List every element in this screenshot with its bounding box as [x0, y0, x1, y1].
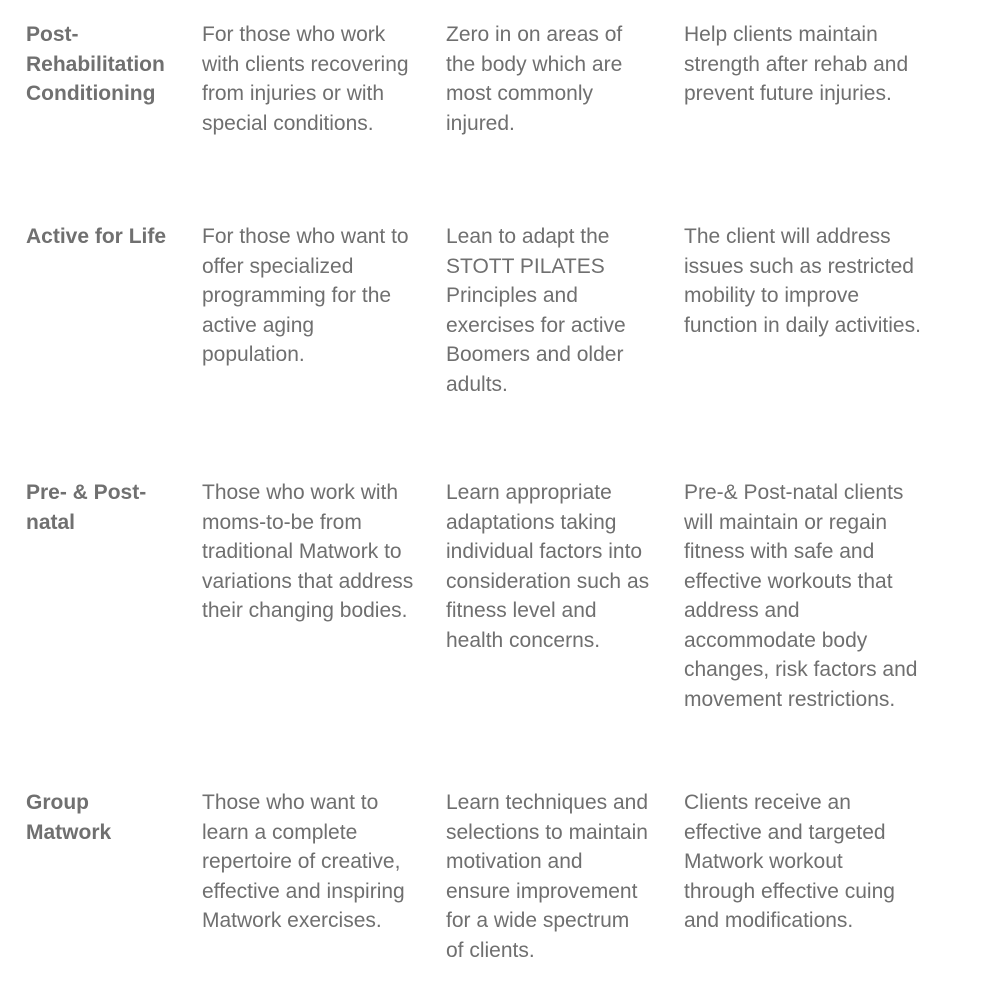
focus-text: Lean to adapt the STOTT PILATES Principles and exercises for active Boomers and older adults.	[446, 225, 626, 396]
outcome-text: Clients receive an effective and targeted Matwork workout through effective cuing and modifications.	[684, 791, 895, 932]
program-title: Active for Life	[26, 225, 167, 248]
program-title: Post- Rehabilitation Conditioning	[26, 23, 165, 105]
audience-text: For those who work with clients recovering from injuries or with special conditions.	[202, 23, 409, 135]
focus-text: Learn techniques and selections to maintain motivation and ensure improvement for a wide spectrum of clients.	[446, 791, 648, 962]
outcome-text: Pre-& Post-natal clients will maintain or regain fitness with safe and effective workouts that address and accommodate body changes, risk factors and movement restrictions.	[684, 481, 918, 711]
focus-text: Learn appropriate adaptations taking individual factors into consideration such as fitness level and health concerns.	[446, 481, 650, 652]
program-title: Group Matwork	[26, 791, 112, 844]
program-title: Pre- & Post- natal	[26, 481, 147, 534]
outcome-text: Help clients maintain strength after rehab and prevent future injuries.	[684, 23, 909, 105]
audience-text: Those who work with moms-to-be from traditional Matwork to variations that address their changing bodies.	[202, 481, 414, 622]
focus-text: Zero in on areas of the body which are most commonly injured.	[446, 23, 623, 135]
audience-text: For those who want to offer specialized programming for the active aging population.	[202, 225, 409, 366]
outcome-text: The client will address issues such as restricted mobility to improve function in daily activities.	[684, 225, 921, 337]
audience-text: Those who want to learn a complete repertoire of creative, effective and inspiring Matwork exercises.	[202, 791, 405, 932]
